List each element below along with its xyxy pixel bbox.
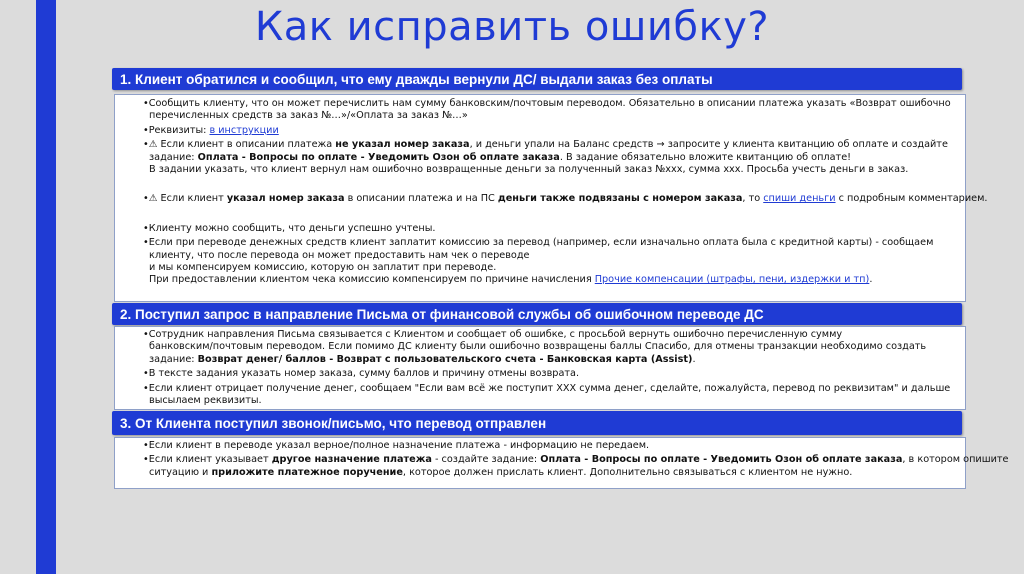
section-2-box <box>114 326 966 410</box>
list-item: •Сотрудник направления Письма связывается с Клиентом и сообщает об ошибке, с просьбой вернуть ошибочно перечисленную сумму банковским/почтовым переводом. Если помимо ДС клиенту были ошибочно возвращены баллы Спасибо, для отмены транзакции необходимо создать задание: Возврат денег/ баллов - Возврат с пользовательского счета - Банковская карта (Assist). <box>143 329 927 365</box>
write-off-money-link[interactable]: спиши деньги <box>763 193 836 205</box>
list-item: •Если клиент отрицает получение денег, сообщаем "Если вам всё же поступит ХХХ сумма денег, сделайте, пожалуйста, перевод по реквизитам" и дальше высылаем реквизиты. <box>143 382 951 407</box>
section-3-box <box>114 437 1009 489</box>
section-1-header: 1. Клиент обратился и сообщил, что ему дважды вернули ДС/ выдали заказ без оплаты <box>112 68 962 90</box>
left-accent-bar <box>36 0 56 574</box>
list-item: •⚠ Если клиент в описании платежа не указал номер заказа, и деньги упали на Баланс средств → запросите у клиента квитанцию об оплате и создайте задание: Оплата - Вопросы по оплате - Уведомить Озон об оплате заказа. В задание обязательно вложите квитанцию об оплате! В задании указать, что клиент вернул нам ошибочно возвращенные деньги за полученный заказ №ххх, сумма ххх. Просьба учесть деньги в заказ. <box>143 139 948 176</box>
section-3-header: 3. От Клиента поступил звонок/письмо, что перевод отправлен <box>112 411 962 435</box>
list-item: •Клиенту можно сообщить, что деньги успешно учтены. <box>143 222 436 234</box>
list-item: •Если клиент указывает другое назначение платежа - создайте задание: Оплата - Вопросы по оплате - Уведомить Озон об оплате заказа, в котором опишите ситуацию и приложите платежное поручение, которое должен прислать клиент. Дополнительно связываться с клиентом не нужно. <box>143 454 1009 478</box>
list-item: •⚠ Если клиент указал номер заказа в описании платежа и на ПС деньги также подвязаны с номером заказа, то спиши деньги с подробным комментарием. <box>143 193 988 205</box>
list-item: •Сообщить клиенту, что он может перечислить нам сумму банковским/почтовым переводом. Обязательно в описании платежа указать «Возврат ошибочно перечисленных средств за заказ №…»/«Оплата за заказ №…» <box>143 98 951 122</box>
section-1-box <box>114 94 988 302</box>
instructions-link[interactable]: в инструкции <box>209 124 279 136</box>
list-item: •Реквизиты: в инструкции <box>143 124 279 136</box>
other-compensations-link[interactable]: Прочие компенсации (штрафы, пени, издержки и тп) <box>594 274 870 286</box>
list-item: •В тексте задания указать номер заказа, сумму баллов и причину отмены возврата. <box>143 368 580 380</box>
list-item: •Если при переводе денежных средств клиент заплатит комиссию за перевод (например, если изначально оплата была с кредитной карты) - сообщаем клиенту, что после перевода он может предоставить нам чек о переводе и мы компенсируем комиссию, которую он заплатит при переводе. При предоставлении клиентом чека комиссию компенсируем по причине начисления Прочие компенсации (штрафы, пени, издержки и тп). <box>143 237 934 286</box>
list-item: •Если клиент в переводе указал верное/полное назначение платежа - информацию не передаем. <box>143 440 650 451</box>
page-title: Как исправить ошибку? <box>254 4 770 50</box>
section-2-header: 2. Поступил запрос в направление Письма от финансовой службы об ошибочном переводе ДС <box>112 303 962 325</box>
